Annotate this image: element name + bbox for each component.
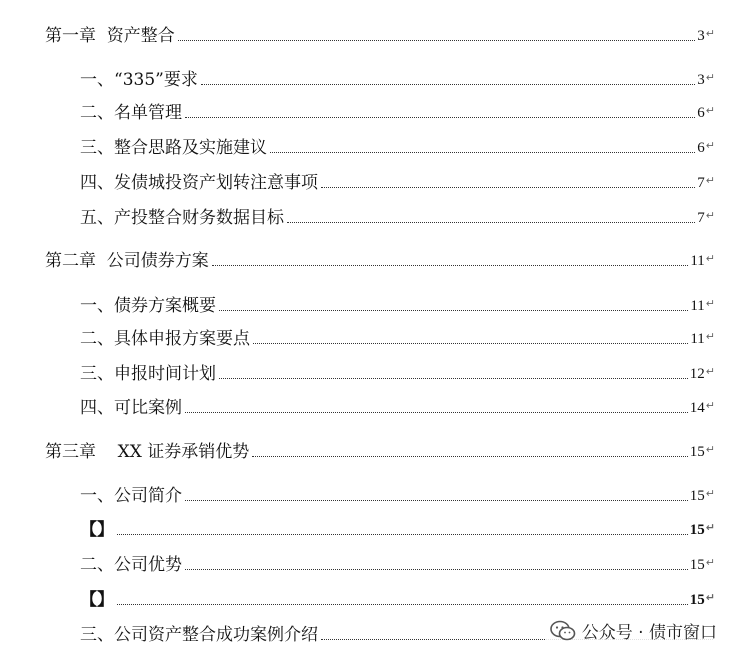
paragraph-mark-icon: ↵	[705, 297, 715, 310]
watermark	[546, 616, 721, 645]
toc-page-number: 3	[697, 72, 705, 88]
paragraph-mark-icon: ↵	[705, 487, 715, 500]
toc-section-entry[interactable]	[0, 360, 715, 384]
toc-dot-leader	[212, 265, 689, 266]
toc-chapter-entry[interactable]	[0, 22, 715, 46]
toc-section-entry[interactable]	[0, 551, 715, 575]
toc-section-entry[interactable]	[0, 204, 715, 228]
toc-page-number: 3	[697, 28, 705, 44]
toc-page-number: 6	[697, 105, 705, 121]
watermark-text: 公众号 · 债市窗口	[581, 623, 717, 643]
toc-page-number: 11	[690, 298, 705, 314]
paragraph-mark-icon: ↵	[705, 399, 715, 412]
toc-dot-leader	[270, 152, 695, 153]
toc-section-entry[interactable]	[0, 66, 715, 90]
toc-page-number: 6	[697, 140, 705, 156]
toc-entry-label: 三、整合思路及实施建议	[80, 138, 267, 158]
toc-chapter-entry[interactable]	[0, 247, 715, 271]
toc-section-entry[interactable]	[0, 292, 715, 316]
toc-dot-leader	[117, 604, 688, 605]
toc-entry-label: 三、申报时间计划	[80, 364, 216, 384]
paragraph-mark-icon: ↵	[705, 71, 715, 84]
toc-dot-leader	[252, 456, 688, 457]
toc-section-entry[interactable]	[0, 325, 715, 349]
toc-entry-label: 四、可比案例	[80, 398, 182, 418]
toc-dot-leader	[178, 40, 695, 41]
toc-page-number: 12	[689, 366, 705, 382]
toc-dot-leader	[253, 343, 688, 344]
paragraph-mark-icon: ↵	[705, 330, 715, 343]
toc-dot-leader	[321, 187, 695, 188]
toc-dot-leader	[219, 310, 688, 311]
toc-page-number: 15	[689, 522, 705, 538]
toc-entry-label: 第一章 资产整合	[45, 26, 175, 46]
toc-dot-leader	[185, 500, 688, 501]
toc-dot-leader	[185, 117, 695, 118]
paragraph-mark-icon: ↵	[705, 443, 715, 456]
paragraph-mark-icon: ↵	[705, 104, 715, 117]
paragraph-mark-icon: ↵	[705, 521, 715, 534]
toc-section-entry[interactable]	[0, 516, 715, 540]
toc-page-number: 11	[690, 253, 705, 269]
paragraph-mark-icon: ↵	[705, 139, 715, 152]
paragraph-mark-icon: ↵	[705, 591, 715, 604]
toc-dot-leader	[185, 412, 688, 413]
toc-entry-label: 一、债券方案概要	[80, 296, 216, 316]
toc-section-entry[interactable]	[0, 482, 715, 506]
toc-entry-label: 一、“335”要求	[80, 70, 198, 90]
toc-page-number: 15	[689, 557, 705, 573]
wechat-icon	[550, 620, 576, 642]
toc-entry-label: 【】	[80, 520, 114, 540]
toc-dot-leader	[287, 222, 695, 223]
toc-dot-leader	[117, 534, 688, 535]
paragraph-mark-icon: ↵	[705, 252, 715, 265]
paragraph-mark-icon: ↵	[705, 365, 715, 378]
toc-entry-label: 二、具体申报方案要点	[80, 329, 250, 349]
paragraph-mark-icon: ↵	[705, 174, 715, 187]
toc-page-number: 15	[689, 592, 705, 608]
toc-section-entry[interactable]	[0, 394, 715, 418]
toc-entry-label: 四、发债城投资产划转注意事项	[80, 173, 318, 193]
toc-dot-leader	[201, 84, 695, 85]
toc-entry-label: 一、公司简介	[80, 486, 182, 506]
toc-page-number: 7	[697, 175, 705, 191]
toc-page-number: 7	[697, 210, 705, 226]
toc-section-entry[interactable]	[0, 586, 715, 610]
toc-entry-label: 三、公司资产整合成功案例介绍	[80, 625, 318, 645]
toc-dot-leader	[185, 569, 688, 570]
toc-page-number: 11	[690, 331, 705, 347]
toc-entry-label: 第三章 XX 证券承销优势	[45, 442, 250, 462]
toc-entry-label: 【】	[80, 590, 114, 610]
toc-entry-label: 第二章 公司债券方案	[45, 251, 209, 271]
paragraph-mark-icon: ↵	[705, 209, 715, 222]
toc-section-entry[interactable]	[0, 169, 715, 193]
toc-chapter-entry[interactable]	[0, 438, 715, 462]
toc-page-number: 15	[689, 444, 705, 460]
toc-dot-leader	[219, 378, 688, 379]
toc-entry-label: 二、名单管理	[80, 103, 182, 123]
toc-section-entry[interactable]	[0, 99, 715, 123]
toc-page-number: 14	[689, 400, 705, 416]
toc-entry-label: 二、公司优势	[80, 555, 182, 575]
toc-entry-label: 五、产投整合财务数据目标	[80, 208, 284, 228]
toc-page-number: 15	[689, 488, 705, 504]
paragraph-mark-icon: ↵	[705, 556, 715, 569]
paragraph-mark-icon: ↵	[705, 27, 715, 40]
toc-section-entry[interactable]	[0, 134, 715, 158]
